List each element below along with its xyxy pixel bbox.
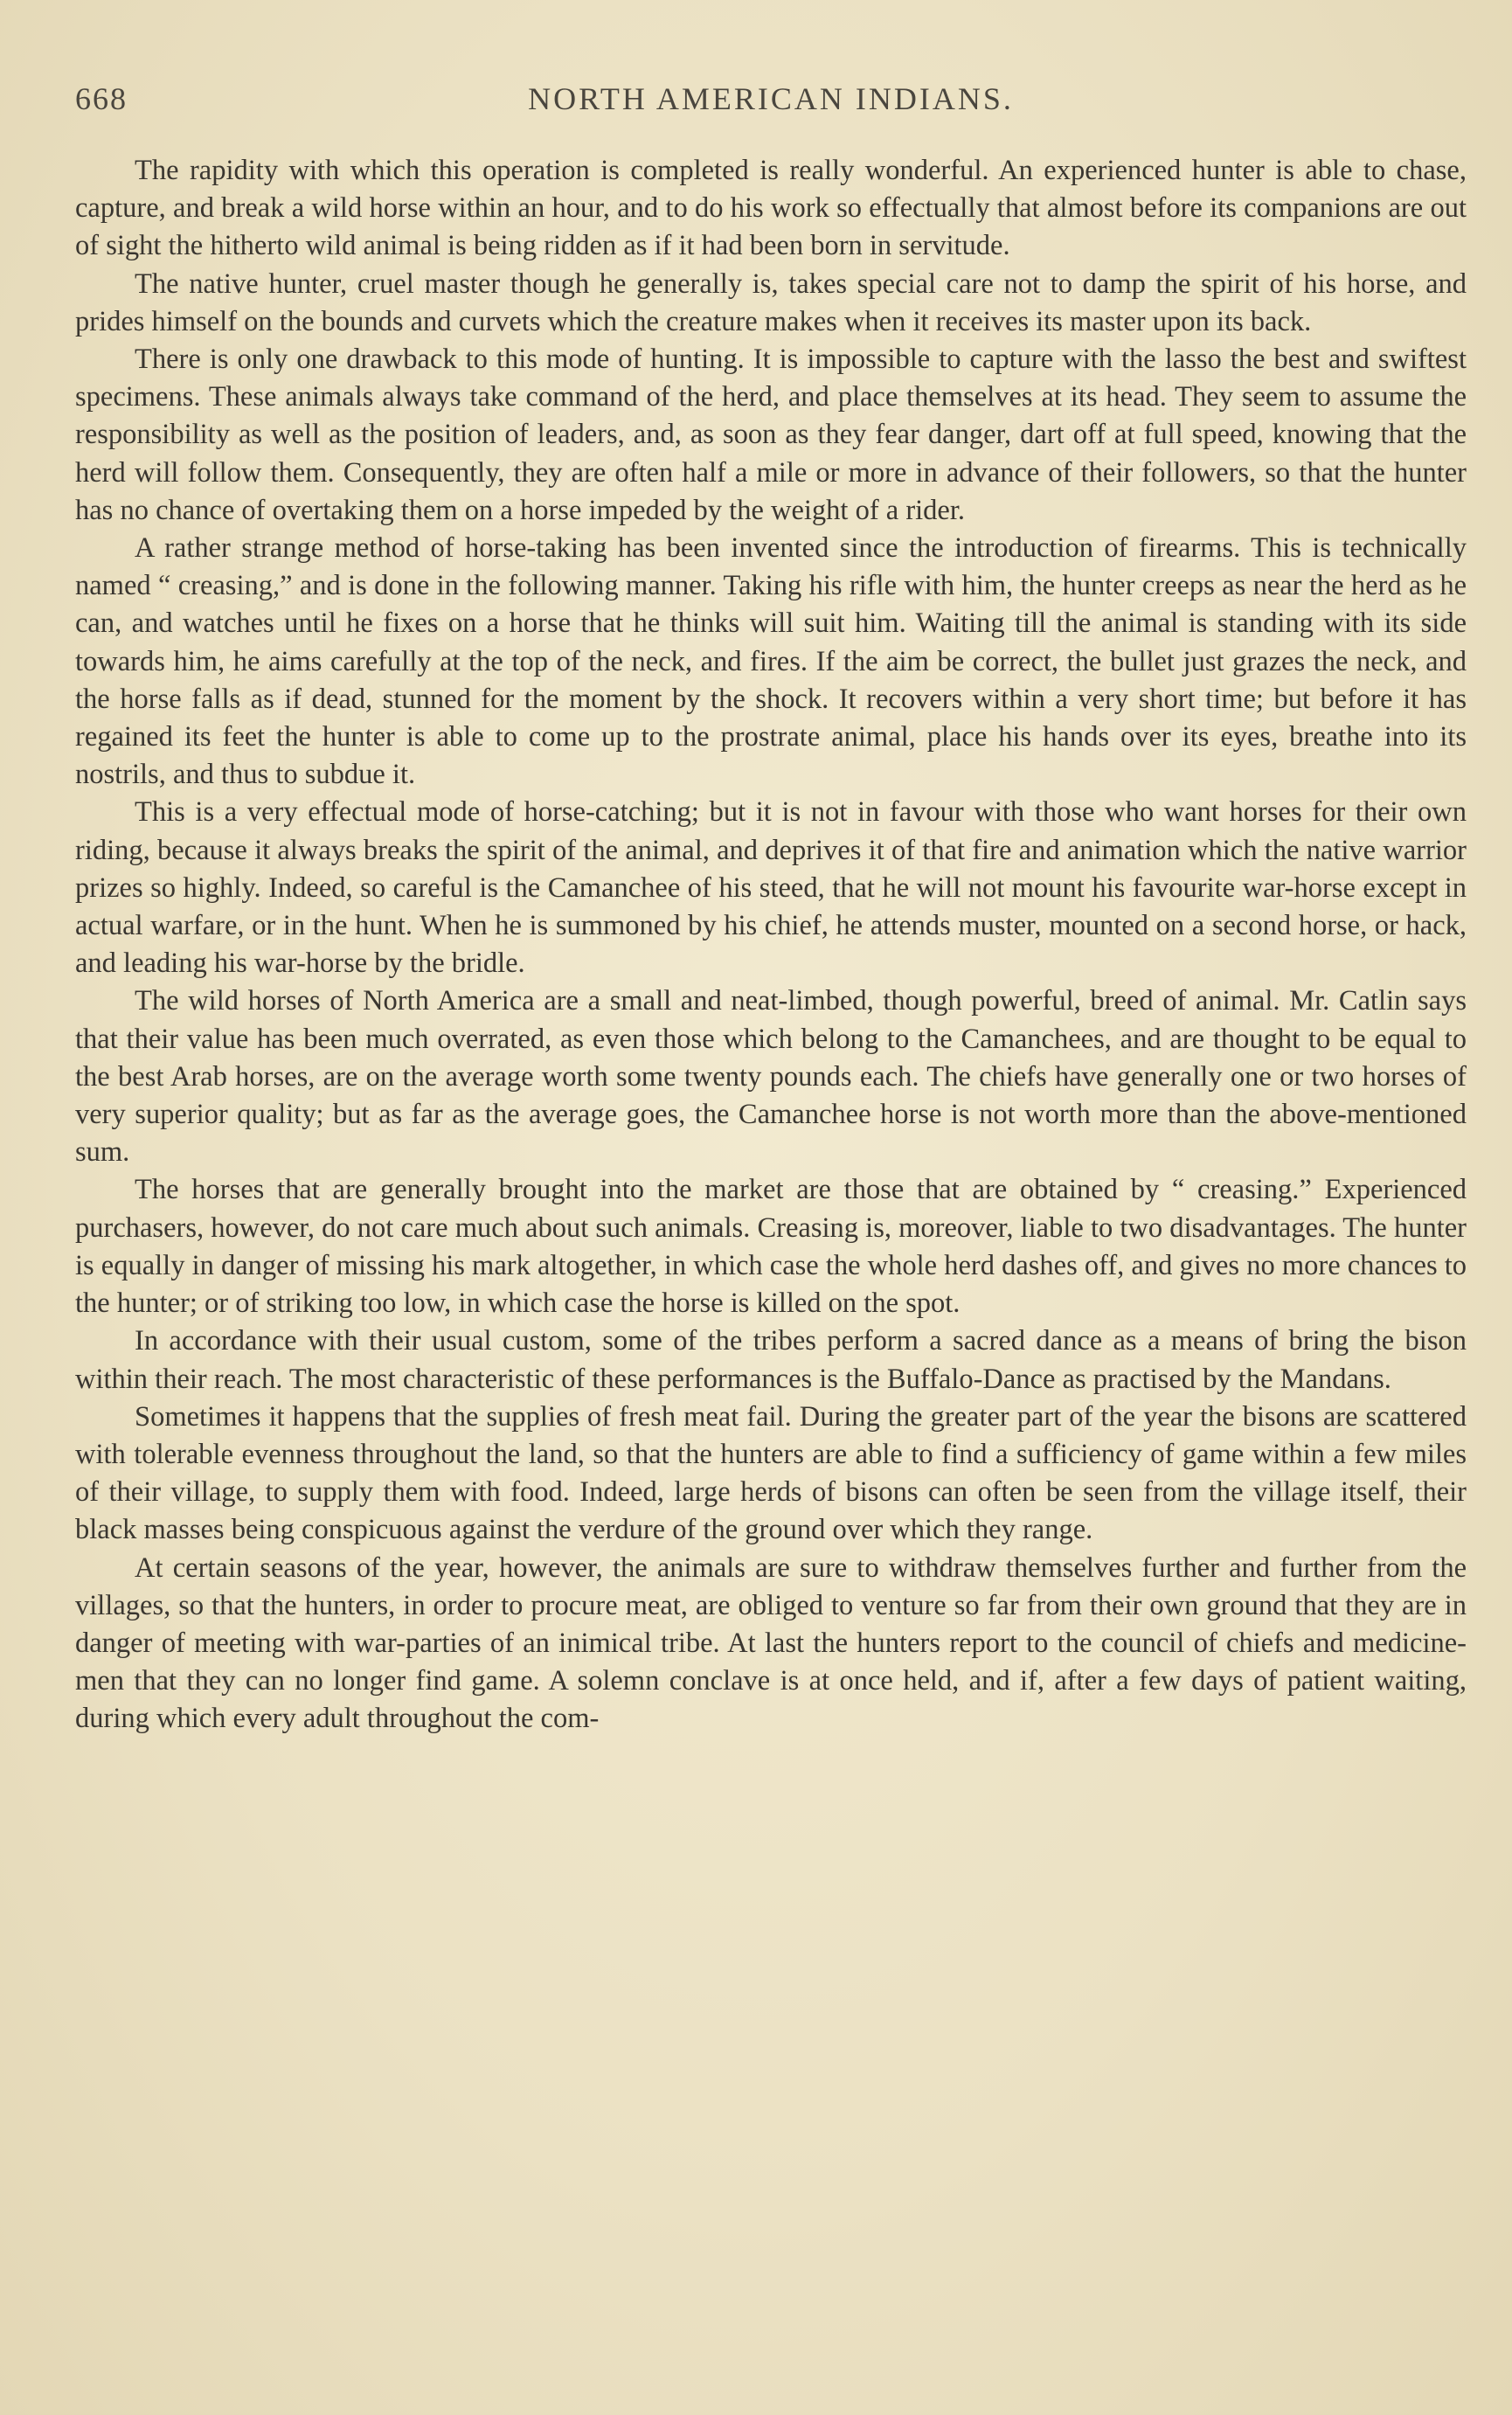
paragraph: The rapidity with which this operation is completed is really wonderful. An experienced hunter is able to chase, capture, and break a wild horse within an hour, and to do his work so effectually that almost before its companions are out of sight the hitherto wild animal is being ridden as if it had been born in servitude. <box>75 155 1467 262</box>
paragraph: This is a very effectual mode of horse-catching; but it is not in favour with those who want horses for their own riding, because it always breaks the spirit of the animal, and deprives it of that fire and animation which the native warrior prizes so highly. Indeed, so careful is the Camanchee of his steed, that he will not mount his favourite war-horse except in actual warfare, or in the hunt. When he is summoned by his chief, he attends muster, mounted on a second horse, or hack, and leading his war-horse by the bridle. <box>75 796 1467 980</box>
paragraph: At certain seasons of the year, however, the animals are sure to withdraw themselves further and further from the villages, so that the hunters, in order to procure meat, are obliged to venture so far from their own ground that they are in danger of meeting with war-parties of an inimical tribe. At last the hunters report to the council of chiefs and medicine-men that they can no longer find game. A solemn conclave is at once held, and if, after a few days of patient waiting, during which every adult throughout the com- <box>75 1551 1467 1735</box>
paragraph: The wild horses of North America are a small and neat-limbed, though powerful, breed of animal. Mr. Catlin says that their value has been much overrated, as even those which belong to the Camanchees, and are thought to be equal to the best Arab horses, are on the average worth some twenty pounds each. The chiefs have generally one or two horses of very superior quality; but as far as the average goes, the Camanchee horse is not worth more than the above-mentioned sum. <box>75 985 1467 1169</box>
paragraph: The horses that are generally brought into the market are those that are obtained by “ creasing.” Experienced purchasers, however, do not care much about such animals. Creasing is, moreover, liable to two disadvantages. The hunter is equally in danger of missing his mark altogether, in which case the whole herd dashes off, and gives no more chances to the hunter; or of striking too low, in which case the horse is killed on the spot. <box>75 1174 1467 1320</box>
body-text <box>75 152 1467 1738</box>
paragraph: Sometimes it happens that the supplies of fresh meat fail. During the greater part of the year the bisons are scattered with tolerable evenness throughout the land, so that the hunters are able to find a sufficiency of game within a few miles of their village, to supply them with food. Indeed, large herds of bisons can often be seen from the village itself, their black masses being conspicuous against the verdure of the ground over which they range. <box>75 1400 1467 1546</box>
paragraph: In accordance with their usual custom, some of the tribes perform a sacred dance as a means of bring the bison within their reach. The most characteristic of these performances is the Buffalo-Dance as practised by the Mandans. <box>75 1325 1467 1395</box>
paragraph: The native hunter, cruel master though he generally is, takes special care not to damp the spirit of his horse, and prides himself on the bounds and curvets which the creature makes when it receives its master upon its back. <box>75 267 1467 337</box>
running-head: NORTH AMERICAN INDIANS. <box>528 81 1014 116</box>
page-number: 668 <box>75 81 128 116</box>
paragraph: A rather strange method of horse-taking has been invented since the introduction of firearms. This is technically named “ creasing,” and is done in the following manner. Taking his rifle with him, the hunter creeps as near the herd as he can, and watches until he fixes on a horse that he thinks will suit him. Waiting till the animal is standing with its side towards him, he aims carefully at the top of the neck, and fires. If the aim be correct, the bullet just grazes the neck, and the horse falls as if dead, stunned for the moment by the shock. It recovers within a very short time; but before it has regained its feet the hunter is able to come up to the prostrate animal, place his hands over its eyes, breathe into its nostrils, and thus to subdue it. <box>75 532 1467 791</box>
page-header <box>75 80 1467 124</box>
paragraph: There is only one drawback to this mode of hunting. It is impossible to capture with the lasso the best and swiftest specimens. These animals always take command of the herd, and place themselves at its head. They seem to assume the responsibility as well as the position of leaders, and, as soon as they fear danger, dart off at full speed, knowing that the herd will follow them. Consequently, they are often half a mile or more in advance of their followers, so that the hunter has no chance of overtaking them on a horse impeded by the weight of a rider. <box>75 344 1467 526</box>
